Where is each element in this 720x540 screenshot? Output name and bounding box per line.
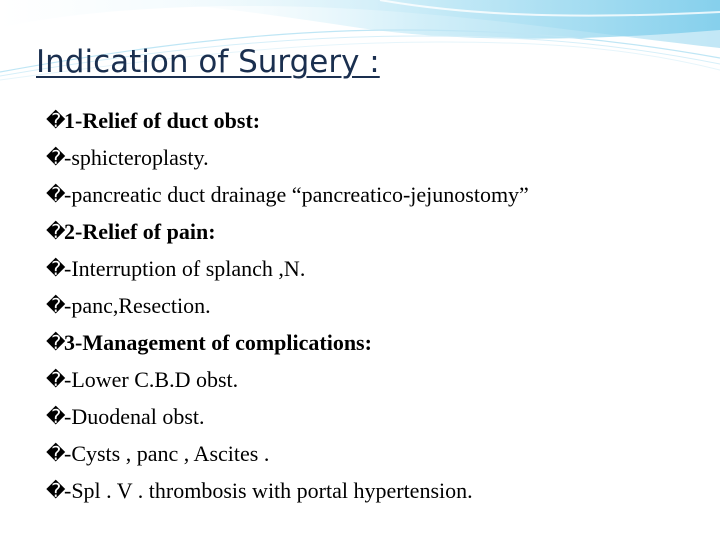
bullet-icon: � bbox=[46, 257, 66, 280]
bullet-icon: � bbox=[46, 331, 66, 354]
section-heading bbox=[46, 324, 706, 361]
section-heading bbox=[46, 102, 706, 139]
list-item-text: 2-Relief of pain: bbox=[64, 218, 216, 244]
list-item bbox=[46, 139, 706, 176]
list-item-text: -Cysts , panc , Ascites . bbox=[64, 440, 270, 466]
list-item-text: -Interruption of splanch ,N. bbox=[64, 255, 306, 281]
bullet-icon: � bbox=[46, 368, 66, 391]
bullet-icon: � bbox=[46, 146, 66, 169]
bullet-icon: � bbox=[46, 442, 66, 465]
list-item bbox=[46, 287, 706, 324]
list-item-text: -sphicteroplasty. bbox=[64, 144, 209, 170]
bullet-list bbox=[46, 102, 706, 509]
bullet-icon: � bbox=[46, 294, 66, 317]
list-item-text: 3-Management of complications: bbox=[64, 329, 372, 355]
list-item-text: -panc,Resection. bbox=[64, 292, 211, 318]
list-item-text: 1-Relief of duct obst: bbox=[64, 107, 261, 133]
list-item-text: -Duodenal obst. bbox=[64, 403, 205, 429]
bullet-icon: � bbox=[46, 405, 66, 428]
bullet-icon: � bbox=[46, 220, 66, 243]
bullet-icon: � bbox=[46, 479, 66, 502]
list-item bbox=[46, 472, 706, 509]
list-item bbox=[46, 398, 706, 435]
list-item-text: -pancreatic duct drainage “pancreatico-jejunostomy” bbox=[64, 181, 529, 207]
bullet-icon: � bbox=[46, 183, 66, 206]
list-item bbox=[46, 361, 706, 398]
slide-title: Indication of Surgery : bbox=[36, 44, 380, 80]
list-item bbox=[46, 435, 706, 472]
bullet-icon: � bbox=[46, 109, 66, 132]
list-item bbox=[46, 176, 706, 213]
section-heading bbox=[46, 213, 706, 250]
list-item bbox=[46, 250, 706, 287]
list-item-text: -Spl . V . thrombosis with portal hypertension. bbox=[64, 477, 473, 503]
list-item-text: -Lower C.B.D obst. bbox=[64, 366, 239, 392]
